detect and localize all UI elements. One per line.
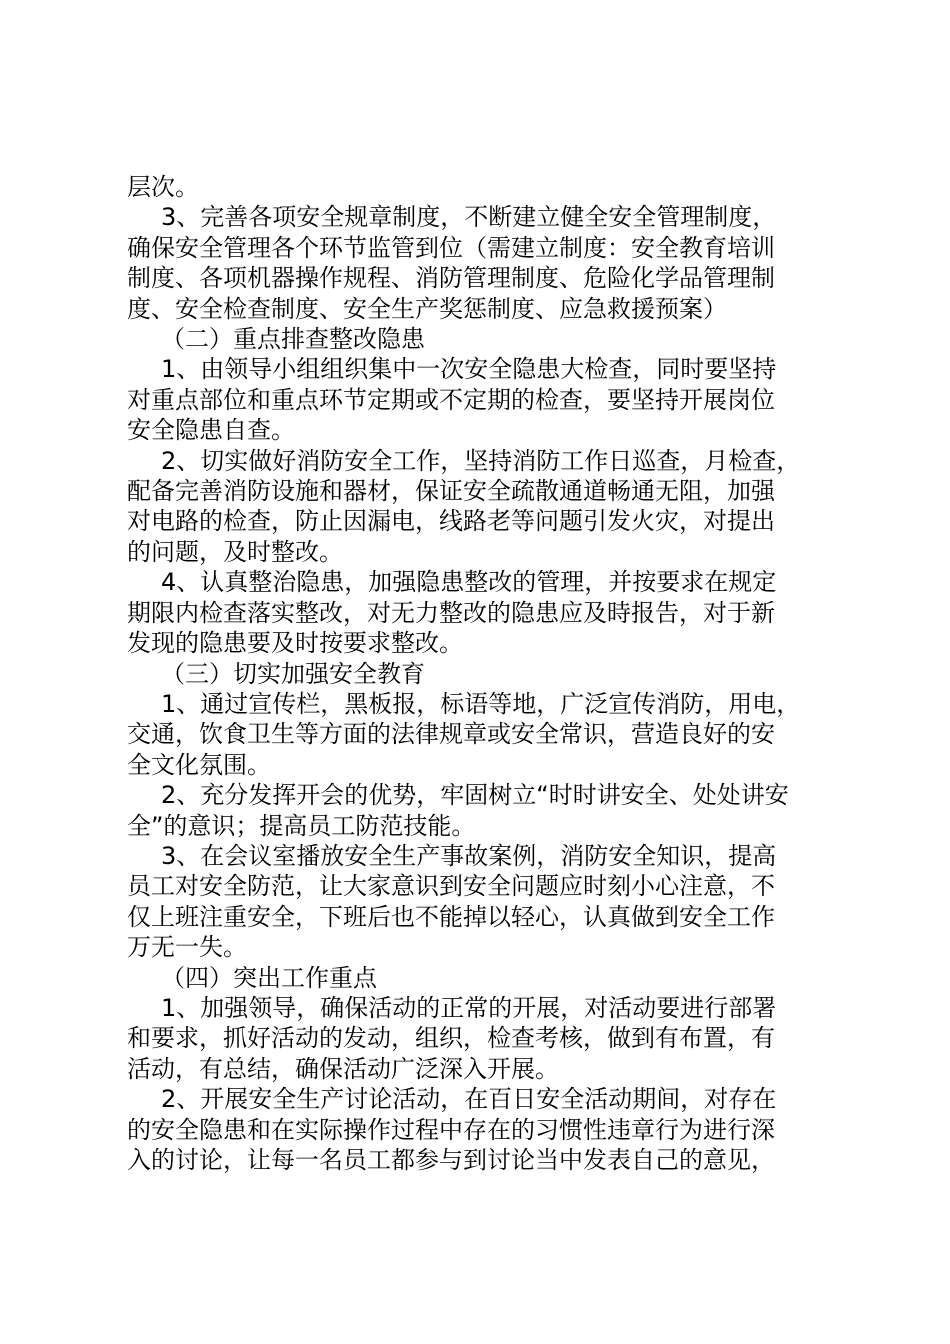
text-line: 的问题，及时整改。 — [127, 537, 343, 566]
text-line: 1、加强领导，确保活动的正常的开展，对活动要进行部署 — [161, 993, 777, 1022]
text-line: 层次。 — [127, 173, 199, 201]
text-line: 期限内检查落实整改，对无力整改的隐患应及時报告，对于新 — [127, 598, 775, 627]
section-heading: （二）重点排查整改隐患 — [161, 325, 425, 354]
text-line: 和要求，抓好活动的发动，组织，检查考核，做到有布置，有 — [127, 1024, 775, 1053]
text-line: 发现的隐患要及时按要求整改。 — [127, 629, 463, 658]
text-line: 仅上班注重安全，下班后也不能掉以轻心，认真做到安全工作 — [127, 902, 775, 931]
text-line: 全文化氛围。 — [127, 750, 271, 779]
text-line: 1、通过宣传栏，黑板报，标语等地，广泛宣传消防，用电， — [161, 689, 801, 718]
document-body — [127, 172, 839, 1175]
text-line: 的安全隐患和在实际操作过程中存在的习惯性违章行为进行深 — [127, 1115, 775, 1144]
text-line: 确保安全管理各个环节监管到位（需建立制度：安全教育培训 — [127, 233, 775, 262]
text-line: 1、由领导小组组织集中一次安全隐患大检查，同时要坚持 — [161, 355, 777, 384]
text-line: 入的讨论，让每一名员工都参与到讨论当中发表自己的意见， — [127, 1146, 775, 1174]
text-line: 对重点部位和重点环节定期或不定期的检查，要坚持开展岗位 — [127, 385, 775, 414]
text-line: 活动，有总结，确保活动广泛深入开展。 — [127, 1054, 559, 1083]
text-line: 安全隐患自查。 — [127, 416, 295, 445]
text-line: 2、开展安全生产讨论活动，在百日安全活动期间，对存在 — [161, 1085, 777, 1114]
text-line: 制度、各项机器操作规程、消防管理制度、危险化学品管理制 — [127, 264, 775, 293]
text-line: 2、充分发挥开会的优势，牢固树立“时时讲安全、处处讲安 — [161, 781, 789, 810]
text-line: 2、切实做好消防安全工作，坚持消防工作日巡查，月检查， — [161, 446, 801, 475]
text-line: 4、认真整治隐患，加强隐患整改的管理，并按要求在规定 — [161, 568, 777, 597]
text-line: 对电路的检查，防止因漏电，线路老等问题引发火灾，对提出 — [127, 507, 775, 536]
text-line: 全”的意识；提高员工防范技能。 — [127, 811, 476, 840]
text-line: 度、安全检查制度、安全生产奖惩制度、应急救援预案） — [127, 294, 727, 323]
text-line: 配备完善消防设施和器材，保证安全疏散通道畅通无阻，加强 — [127, 477, 775, 506]
text-line: 3、在会议室播放安全生产事故案例，消防安全知识，提高 — [161, 841, 777, 870]
text-line: 交通，饮食卫生等方面的法律规章或安全常识，营造良好的安 — [127, 720, 775, 749]
section-heading: （三）切实加强安全教育 — [161, 659, 425, 688]
text-line: 员工对安全防范，让大家意识到安全问题应时刻小心注意，不 — [127, 872, 775, 901]
section-heading: （四）突出工作重点 — [161, 963, 377, 992]
text-line: 万无一失。 — [127, 933, 247, 962]
text-line: 3、完善各项安全规章制度，不断建立健全安全管理制度， — [161, 203, 777, 232]
